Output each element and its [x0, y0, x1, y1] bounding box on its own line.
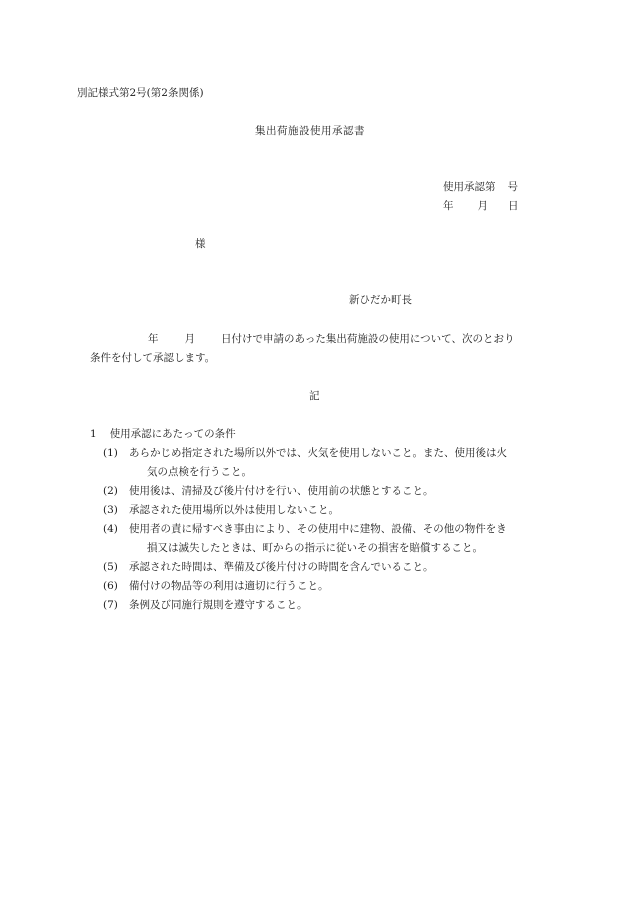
section-heading	[90, 427, 236, 441]
body-year: 年	[148, 333, 159, 345]
ki-marker: 記	[309, 390, 320, 402]
section-number: 1	[90, 428, 97, 440]
condition-number: (5)	[103, 561, 118, 573]
recipient-honorific: 様	[195, 238, 206, 250]
approval-date	[443, 199, 519, 213]
condition-text: あらかじめ指定された場所以外では、火気を使用しないこと。また、使用後は火	[129, 447, 507, 459]
approval-day: 日	[508, 200, 519, 212]
condition-text-continued: 気の点検を行うこと。	[147, 466, 252, 478]
approval-number-prefix: 使用承認第	[443, 181, 496, 193]
condition-text: 備付けの物品等の利用は適切に行うこと。	[129, 580, 329, 592]
section-heading-text: 使用承認にあたっての条件	[109, 428, 236, 440]
body-month: 月	[184, 333, 195, 345]
condition-number: (3)	[103, 504, 118, 516]
condition-text-continued: 損又は滅失したときは、町からの指示に従いその損害を賠償すること。	[147, 542, 483, 554]
document-title: 集出荷施設使用承認書	[255, 125, 365, 137]
body-paragraph-line1	[148, 332, 514, 346]
approval-year: 年	[443, 200, 454, 212]
condition-text: 承認された時間は、準備及び後片付けの時間を含んでいること。	[129, 561, 434, 573]
approval-number	[443, 180, 518, 194]
body-paragraph-line2: 条件を付して承認します。	[90, 352, 216, 364]
form-label: 別記様式第2号(第2条関係)	[77, 87, 204, 99]
condition-text: 条例及び同施行規則を遵守すること。	[129, 599, 308, 611]
condition-text: 使用者の責に帰すべき事由により、その使用中に建物、設備、その他の物件をき	[129, 523, 507, 535]
approval-month: 月	[477, 200, 488, 212]
approval-number-suffix: 号	[507, 181, 518, 193]
condition-number: (2)	[103, 485, 118, 497]
condition-number: (6)	[103, 580, 118, 592]
body-line1-text: 日付けで申請のあった集出荷施設の使用について、次のとおり	[221, 333, 515, 345]
condition-text: 承認された使用場所以外は使用しないこと。	[129, 504, 339, 516]
condition-number: (4)	[103, 523, 118, 535]
issuer-name: 新ひだか町長	[349, 294, 412, 306]
condition-number: (1)	[103, 447, 118, 459]
condition-text: 使用後は、清掃及び後片付けを行い、使用前の状態とすること。	[129, 485, 434, 497]
condition-number: (7)	[103, 599, 118, 611]
